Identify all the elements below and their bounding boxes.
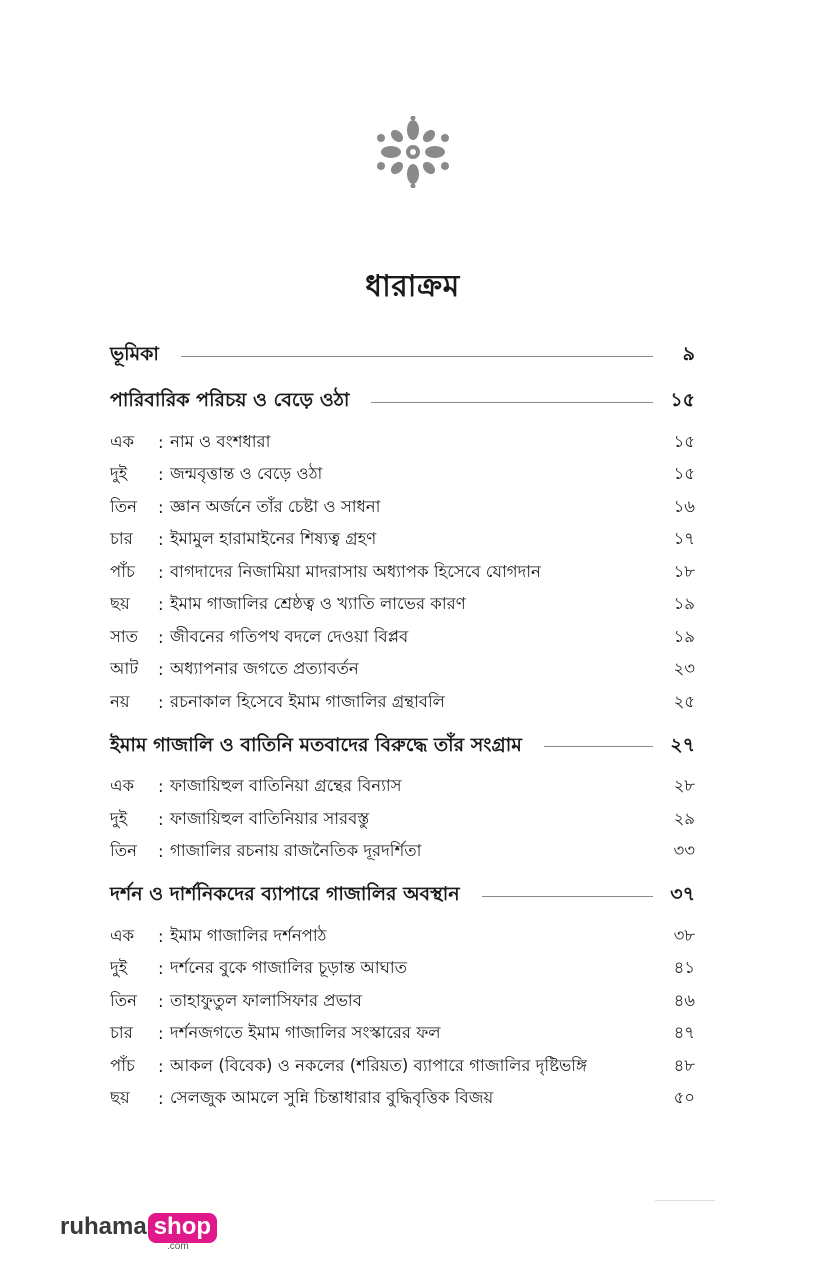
entry-colon: :: [158, 991, 164, 1011]
toc-entry[interactable]: [110, 1050, 695, 1083]
leader-rule: [371, 402, 653, 403]
toc-section[interactable]: [110, 384, 695, 420]
entry-number: চার: [110, 529, 133, 549]
entry-page-number: ২৫: [673, 691, 695, 711]
toc-entry[interactable]: [110, 953, 695, 986]
toc-entry[interactable]: [110, 621, 695, 654]
entry-colon: :: [158, 1056, 164, 1076]
entry-number: দুই: [110, 464, 128, 484]
toc-entry[interactable]: [110, 491, 695, 524]
entry-title: অধ্যাপনার জগতে প্রত্যাবর্তন: [170, 659, 359, 679]
entry-page-number: ১৮: [673, 561, 695, 581]
footer-divider: [655, 1200, 715, 1201]
toc-entry[interactable]: [110, 459, 695, 492]
entry-number: ছয়: [110, 594, 130, 614]
section-page-number: ৯: [682, 343, 695, 365]
section-entries: [110, 920, 695, 1115]
toc-section[interactable]: [110, 338, 695, 374]
entry-page-number: ১৫: [673, 431, 695, 451]
entry-colon: :: [158, 1089, 164, 1109]
entry-colon: :: [158, 530, 164, 550]
toc-entry[interactable]: [110, 589, 695, 622]
entry-number: পাঁচ: [110, 561, 135, 581]
section-page-number: ৩৭: [670, 883, 695, 905]
entry-number: পাঁচ: [110, 1055, 135, 1075]
toc-entry[interactable]: [110, 654, 695, 687]
entry-colon: :: [158, 926, 164, 946]
entry-page-number: ৩৮: [673, 925, 695, 945]
toc-section[interactable]: [110, 729, 695, 765]
entry-colon: :: [158, 959, 164, 979]
entry-title: সেলজুক আমলে সুন্নি চিন্তাধারার বুদ্ধিবৃত্তিক বিজয়: [170, 1088, 494, 1108]
table-of-contents: [110, 338, 695, 1119]
toc-entry[interactable]: [110, 686, 695, 719]
toc-entry[interactable]: [110, 985, 695, 1018]
entry-title: জন্মবৃত্তান্ত ও বেড়ে ওঠা: [170, 464, 323, 484]
entry-title: ইমামুল হারামাইনের শিষ্যত্ব গ্রহণ: [170, 529, 377, 549]
entry-number: ছয়: [110, 1088, 130, 1108]
entry-title: ফাজায়িহুল বাতিনিয়া গ্রন্থের বিন্যাস: [170, 776, 402, 796]
toc-entry[interactable]: [110, 426, 695, 459]
leader-rule: [482, 896, 653, 897]
entry-colon: :: [158, 809, 164, 829]
leader-rule: [181, 356, 653, 357]
toc-entry[interactable]: [110, 1018, 695, 1051]
toc-entry[interactable]: [110, 524, 695, 557]
entry-page-number: ৪৮: [673, 1055, 695, 1075]
entry-title: দর্শনের বুকে গাজালির চূড়ান্ত আঘাত: [170, 958, 408, 978]
section-page-number: ১৫: [670, 389, 695, 411]
entry-title: বাগদাদের নিজামিয়া মাদরাসায় অধ্যাপক হিসেবে যোগদান: [170, 561, 541, 581]
ruhamashop-logo: [60, 1213, 217, 1252]
logo-accent-text: shop: [148, 1213, 217, 1243]
toc-section[interactable]: [110, 878, 695, 914]
entry-page-number: ২৯: [673, 808, 695, 828]
entry-number: এক: [110, 776, 135, 796]
entry-page-number: ১৯: [673, 626, 695, 646]
entry-page-number: ৫০: [673, 1088, 695, 1108]
entry-page-number: ৪১: [673, 958, 695, 978]
entry-page-number: ১৬: [673, 496, 695, 516]
toc-entry[interactable]: [110, 1083, 695, 1116]
entry-title: দর্শনজগতে ইমাম গাজালির সংস্কারের ফল: [170, 1023, 441, 1043]
entry-page-number: ১৯: [673, 594, 695, 614]
entry-colon: :: [158, 627, 164, 647]
entry-page-number: ৪৭: [673, 1023, 695, 1043]
entry-title: তাহাফুতুল ফালাসিফার প্রভাব: [170, 990, 362, 1010]
entry-title: ইমাম গাজালির দর্শনপাঠ: [170, 925, 327, 945]
entry-number: সাত: [110, 626, 139, 646]
toc-entry[interactable]: [110, 556, 695, 589]
section-title: ভূমিকা: [110, 343, 159, 365]
entry-page-number: ১৭: [673, 529, 695, 549]
entry-title: আকল (বিবেক) ও নকলের (শরিয়ত) ব্যাপারে গাজালির দৃষ্টিভঙ্গি: [170, 1055, 587, 1075]
entry-colon: :: [158, 497, 164, 517]
entry-number: আট: [110, 659, 139, 679]
entry-colon: :: [158, 465, 164, 485]
entry-page-number: ২৮: [673, 776, 695, 796]
entry-colon: :: [158, 1024, 164, 1044]
entry-title: ফাজায়িহুল বাতিনিয়ার সারবস্তু: [170, 808, 370, 828]
logo-domain-text: .com: [167, 1241, 189, 1252]
entry-colon: :: [158, 692, 164, 712]
entry-colon: :: [158, 562, 164, 582]
toc-entry[interactable]: [110, 771, 695, 804]
entry-number: দুই: [110, 958, 128, 978]
toc-entry[interactable]: [110, 920, 695, 953]
entry-title: রচনাকাল হিসেবে ইমাম গাজালির গ্রন্থাবলি: [170, 691, 445, 711]
entry-page-number: ২৩: [673, 659, 695, 679]
logo-main-text: ruhama: [60, 1213, 147, 1240]
section-entries: [110, 771, 695, 869]
entry-number: এক: [110, 431, 135, 451]
leader-rule: [544, 746, 653, 747]
toc-entry[interactable]: [110, 836, 695, 869]
floral-ornament-icon: [373, 116, 453, 188]
entry-colon: :: [158, 777, 164, 797]
entry-title: জীবনের গতিপথ বদলে দেওয়া বিপ্লব: [170, 626, 409, 646]
entry-colon: :: [158, 595, 164, 615]
entry-number: এক: [110, 925, 135, 945]
entry-number: চার: [110, 1023, 133, 1043]
section-title: দর্শন ও দার্শনিকদের ব্যাপারে গাজালির অবস্থান: [110, 883, 460, 905]
entry-colon: :: [158, 432, 164, 452]
entry-number: নয়: [110, 691, 130, 711]
section-title: পারিবারিক পরিচয় ও বেড়ে ওঠা: [110, 389, 350, 411]
entry-title: গাজালির রচনায় রাজনৈতিক দূরদর্শিতা: [170, 841, 422, 861]
section-entries: [110, 426, 695, 719]
entry-title: জ্ঞান অর্জনে তাঁর চেষ্টা ও সাধনা: [170, 496, 381, 516]
toc-entry[interactable]: [110, 803, 695, 836]
entry-page-number: ৪৬: [673, 990, 695, 1010]
entry-page-number: ৩৩: [673, 841, 695, 861]
entry-number: তিন: [110, 496, 137, 516]
entry-title: নাম ও বংশধারা: [170, 431, 271, 451]
page-title: ধারাক্রম: [365, 269, 460, 304]
entry-page-number: ১৫: [673, 464, 695, 484]
entry-number: তিন: [110, 841, 137, 861]
entry-colon: :: [158, 842, 164, 862]
section-page-number: ২৭: [670, 733, 695, 756]
entry-title: ইমাম গাজালির শ্রেষ্ঠত্ব ও খ্যাতি লাভের কারণ: [170, 594, 466, 614]
entry-number: দুই: [110, 808, 128, 828]
section-title: ইমাম গাজালি ও বাতিনি মতবাদের বিরুদ্ধে তাঁর সংগ্রাম: [110, 733, 522, 756]
entry-colon: :: [158, 660, 164, 680]
entry-number: তিন: [110, 990, 137, 1010]
